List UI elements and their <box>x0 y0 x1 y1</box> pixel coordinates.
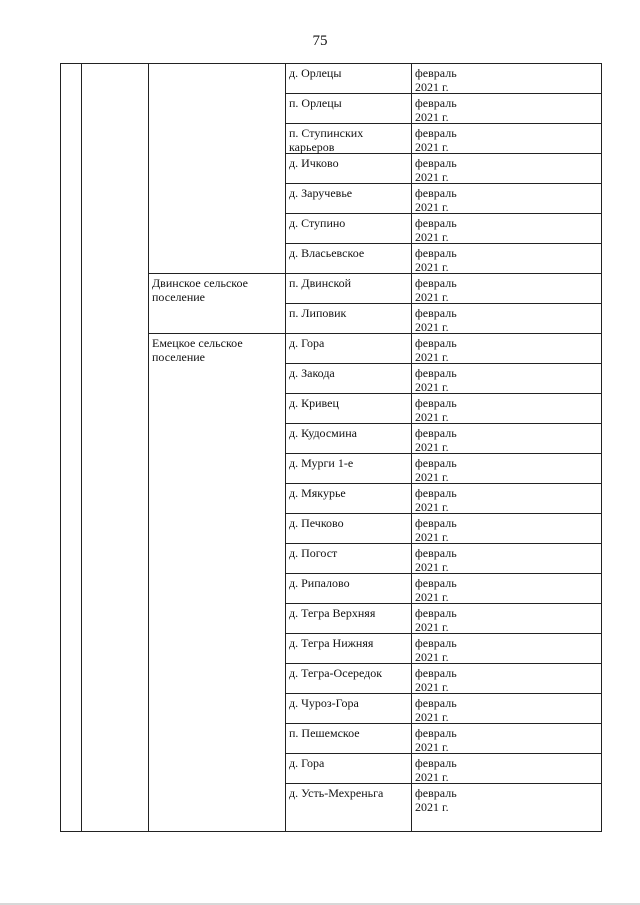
locality-name: д. Тегра-Осередок <box>289 666 383 680</box>
column-border <box>148 63 149 832</box>
schedule-date: февраль 2021 г. <box>415 246 457 274</box>
locality-name: д. Заручевье <box>289 186 353 200</box>
schedule-date: февраль 2021 г. <box>415 306 457 334</box>
schedule-date: февраль 2021 г. <box>415 486 457 514</box>
locality-name: д. Тегра Нижняя <box>289 636 374 650</box>
schedule-date: февраль 2021 г. <box>415 96 457 124</box>
settlement-name: Емецкое сельское поселение <box>152 336 243 364</box>
locality-name: д. Ступино <box>289 216 346 230</box>
schedule-date: февраль 2021 г. <box>415 186 457 214</box>
schedule-date: февраль 2021 г. <box>415 786 457 814</box>
schedule-date: февраль 2021 г. <box>415 126 457 154</box>
schedule-date: февраль 2021 г. <box>415 276 457 304</box>
locality-name: д. Гора <box>289 336 325 350</box>
schedule-date: февраль 2021 г. <box>415 396 457 424</box>
locality-name: д. Власьевское <box>289 246 365 260</box>
locality-name: д. Мурги 1-е <box>289 456 354 470</box>
schedule-date: февраль 2021 г. <box>415 726 457 754</box>
locality-name: д. Кривец <box>289 396 339 410</box>
column-border <box>60 63 61 832</box>
locality-name: д. Печково <box>289 516 344 530</box>
settlements-table <box>60 63 602 832</box>
schedule-date: февраль 2021 г. <box>415 456 457 484</box>
locality-name: д. Орлецы <box>289 66 342 80</box>
locality-name: д. Чуроз-Гора <box>289 696 359 710</box>
table-bottom-border <box>60 831 602 832</box>
settlement-name: Двинское сельское поселение <box>152 276 248 304</box>
schedule-date: февраль 2021 г. <box>415 216 457 244</box>
schedule-date: февраль 2021 г. <box>415 756 457 784</box>
locality-name: д. Тегра Верхняя <box>289 606 376 620</box>
table-top-border <box>60 63 602 64</box>
schedule-date: февраль 2021 г. <box>415 606 457 634</box>
locality-name: д. Ичково <box>289 156 339 170</box>
schedule-date: февраль 2021 г. <box>415 66 457 94</box>
column-border <box>411 63 412 832</box>
locality-name: п. Пешемское <box>289 726 360 740</box>
schedule-date: февраль 2021 г. <box>415 666 457 694</box>
locality-name: д. Гора <box>289 756 325 770</box>
column-border <box>285 63 286 832</box>
group-border <box>148 273 285 274</box>
locality-name: п. Двинской <box>289 276 352 290</box>
locality-name: д. Закода <box>289 366 335 380</box>
group-border <box>148 333 285 334</box>
column-border <box>601 63 602 832</box>
schedule-date: февраль 2021 г. <box>415 546 457 574</box>
schedule-date: февраль 2021 г. <box>415 156 457 184</box>
schedule-date: февраль 2021 г. <box>415 576 457 604</box>
schedule-date: февраль 2021 г. <box>415 636 457 664</box>
locality-name: п. Липовик <box>289 306 347 320</box>
locality-name: д. Мякурье <box>289 486 346 500</box>
locality-name: п. Орлецы <box>289 96 342 110</box>
schedule-date: февраль 2021 г. <box>415 336 457 364</box>
locality-name: п. Ступинских карьеров <box>289 126 364 154</box>
locality-name: д. Усть-Мехреньга <box>289 786 384 800</box>
locality-name: д. Погост <box>289 546 338 560</box>
schedule-date: февраль 2021 г. <box>415 696 457 724</box>
locality-name: д. Рипалово <box>289 576 350 590</box>
page-number: 75 <box>312 33 328 49</box>
schedule-date: февраль 2021 г. <box>415 426 457 454</box>
locality-name: д. Кудосмина <box>289 426 357 440</box>
schedule-date: февраль 2021 г. <box>415 516 457 544</box>
schedule-date: февраль 2021 г. <box>415 366 457 394</box>
column-border <box>81 63 82 832</box>
